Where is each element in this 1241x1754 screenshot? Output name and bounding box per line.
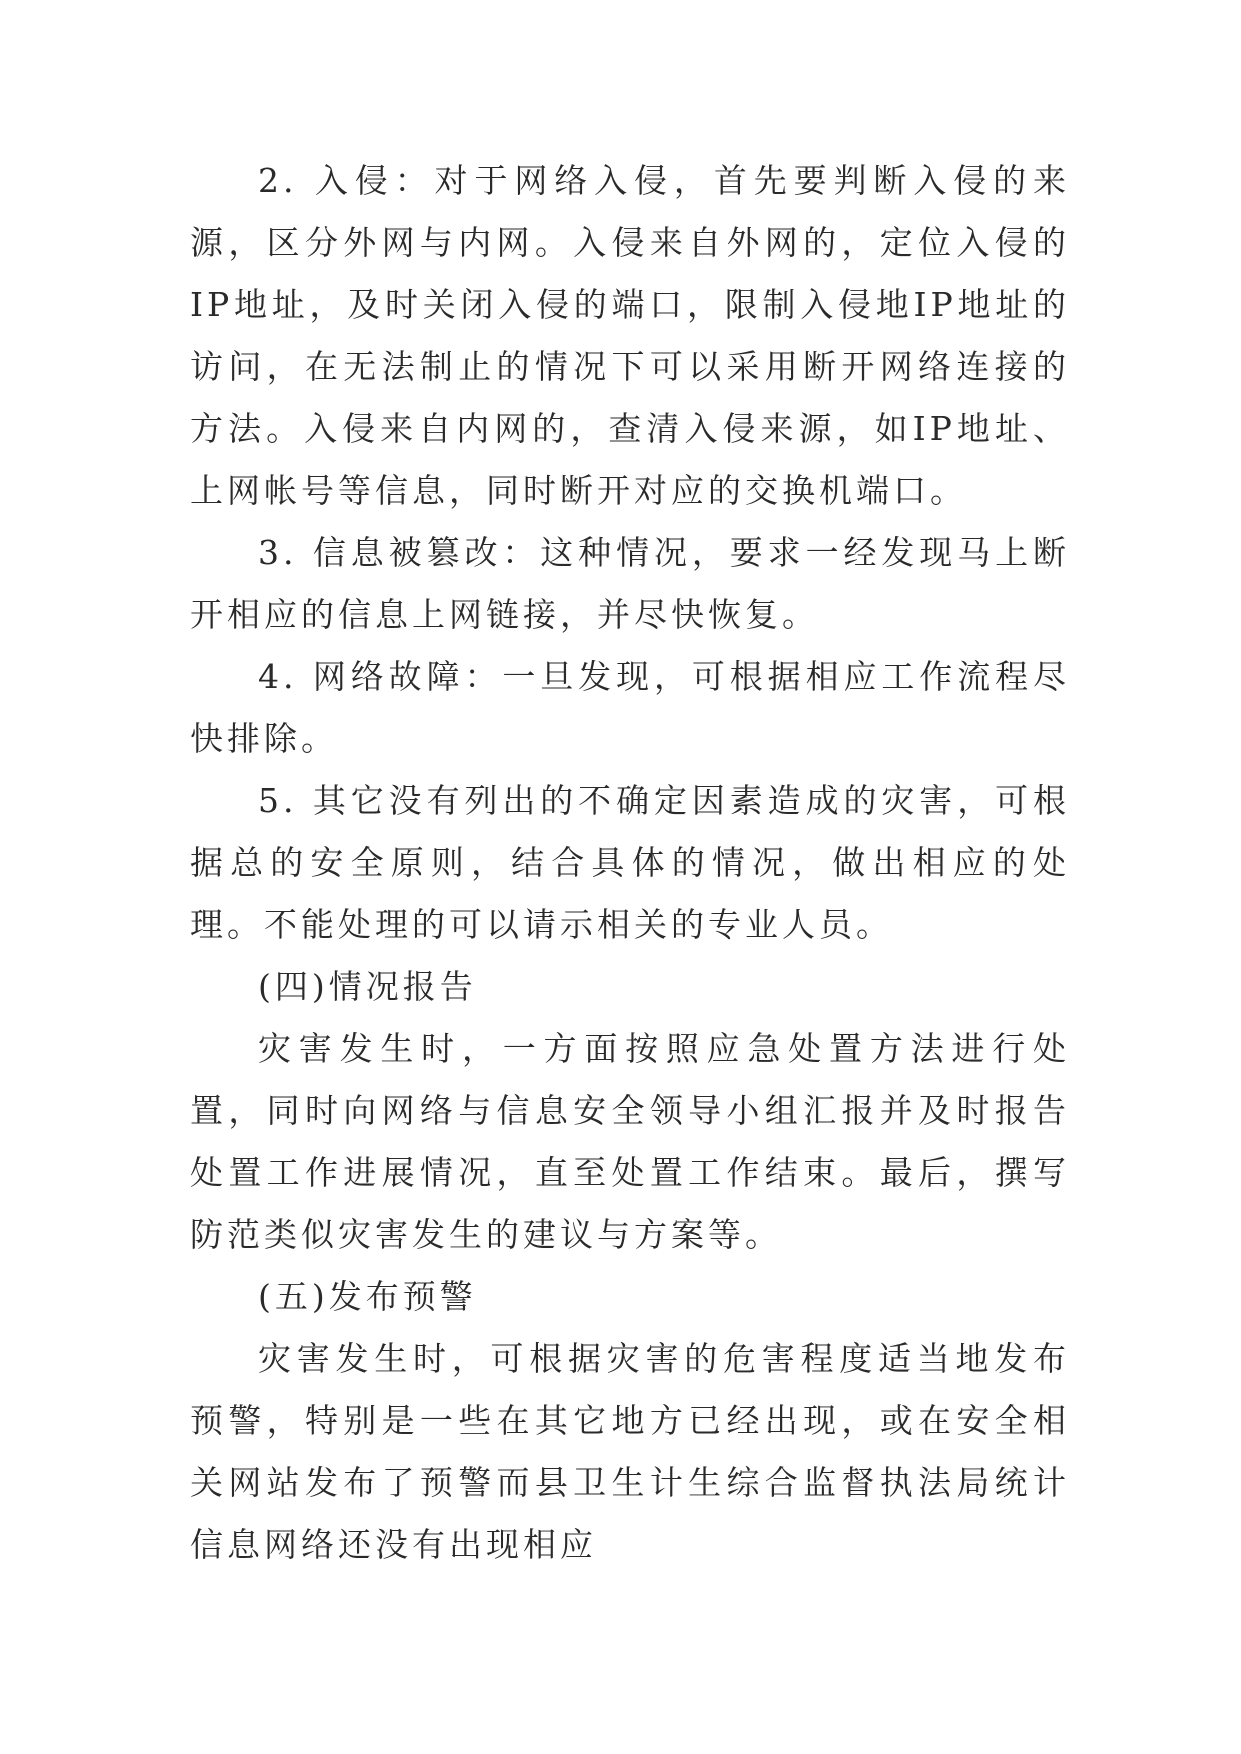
heading-issue-warning: (五)发布预警: [258, 1277, 477, 1316]
paragraph-warning: 灾害发生时，可根据灾害的危害程度适当地发布预警，特别是一些在其它地方已经出现，或在安全相关网站发布了预警而县卫生计生综合监督执法局统计信息网络还没有出现相应: [190, 1339, 1070, 1564]
paragraph-tampering: 3. 信息被篡改：这种情况，要求一经发现马上断开相应的信息上网链接，并尽快恢复。: [190, 533, 1070, 634]
paragraph-intrusion: 2. 入侵：对于网络入侵，首先要判断入侵的来源，区分外网与内网。入侵来自外网的，定位入侵的IP地址，及时关闭入侵的端口，限制入侵地IP地址的访问，在无法制止的情况下可以采用断开网络连接的方法。入侵来自内网的，查清入侵来源，如IP地址、上网帐号等信息，同时断开对应的交换机端口。: [190, 161, 1070, 510]
paragraph-other-disasters: 5. 其它没有列出的不确定因素造成的灾害，可根据总的安全原则，结合具体的情况，做出相应的处理。不能处理的可以请示相关的专业人员。: [190, 781, 1070, 944]
paragraph-network-fault: 4. 网络故障：一旦发现，可根据相应工作流程尽快排除。: [190, 657, 1070, 758]
document-body: [190, 150, 1070, 1576]
heading-situation-report: (四)情况报告: [258, 967, 477, 1006]
paragraph-report: 灾害发生时，一方面按照应急处置方法进行处置，同时向网络与信息安全领导小组汇报并及时报告处置工作进展情况，直至处置工作结束。最后，撰写防范类似灾害发生的建议与方案等。: [190, 1029, 1070, 1254]
